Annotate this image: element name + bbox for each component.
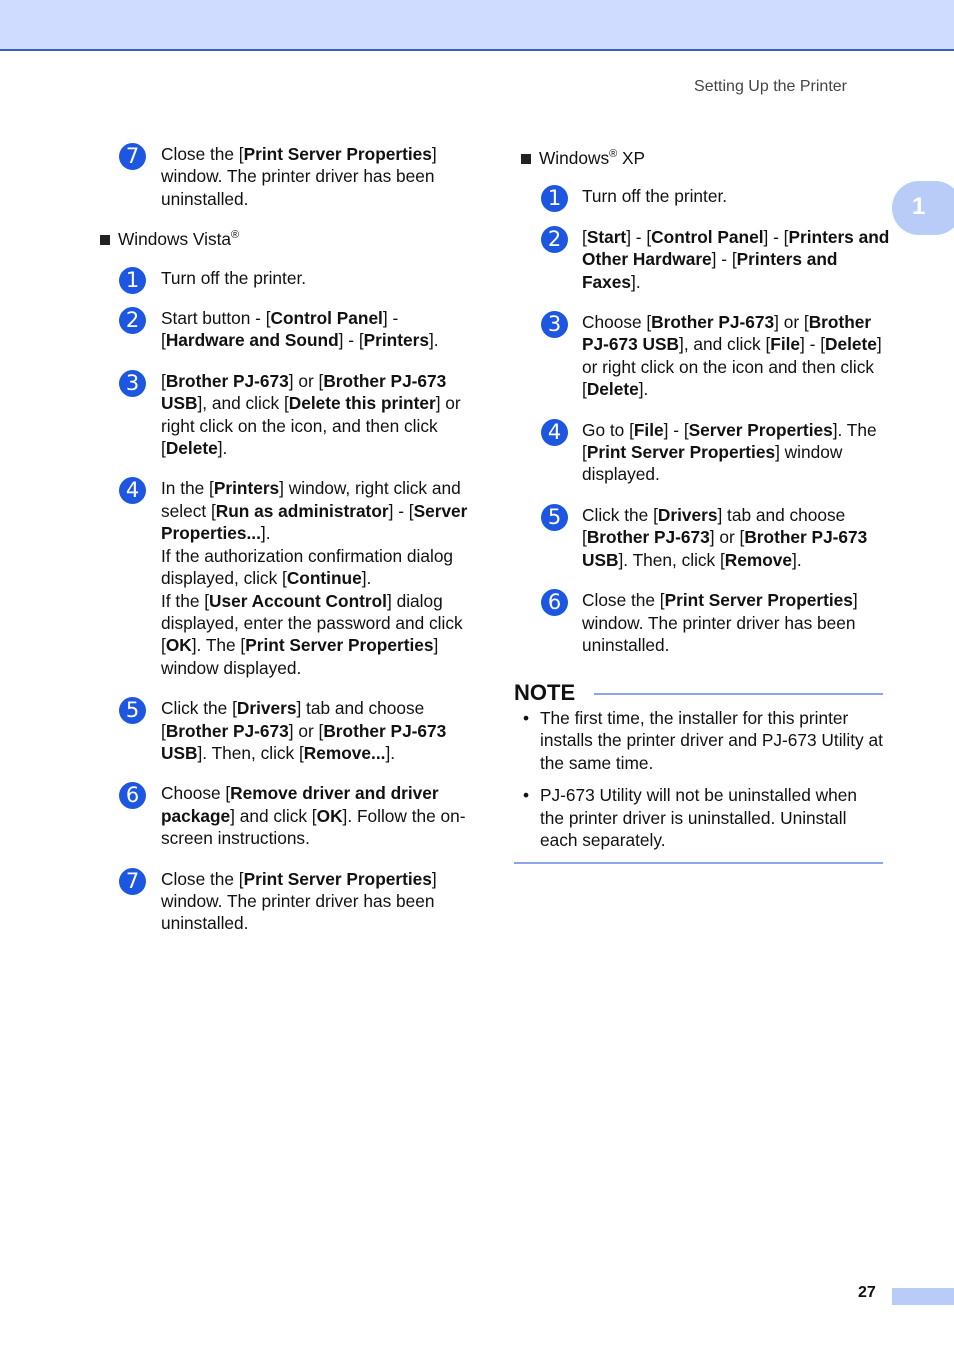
step-2	[99, 307, 469, 352]
step-7-prior	[99, 143, 469, 210]
footer-tab	[892, 1288, 954, 1305]
registered-mark: ®	[231, 229, 240, 242]
square-bullet-icon	[100, 235, 110, 245]
bullet-dot-icon: •	[523, 708, 530, 728]
xp-steps	[520, 185, 890, 656]
note-divider	[594, 693, 883, 695]
step-1	[520, 185, 890, 211]
step-5	[99, 697, 469, 764]
step-text: Click the [Drivers] tab and choose [Brother PJ-673] or [Brother PJ-673 USB]. Then, click [Remove].	[582, 504, 868, 570]
note-list	[514, 707, 883, 861]
step-6	[99, 782, 469, 849]
step-text: Start button - [Control Panel] - [Hardware and Sound] - [Printers].	[161, 308, 439, 351]
note-item	[514, 707, 883, 774]
step-4	[99, 477, 469, 679]
top-header-bar	[0, 0, 954, 51]
heading-text: Windows	[539, 148, 610, 168]
heading-suffix: XP	[617, 148, 646, 168]
left-column	[99, 143, 469, 953]
chapter-number: 1	[912, 193, 926, 220]
step-number-badge: 5	[119, 697, 146, 724]
windows-xp-heading	[520, 147, 890, 169]
step-text: In the [Printers] window, right click and select [Run as administrator] - [Server Properties...]. If the authorization confirmation dialog displayed, click [Continue]. If the [User Account Control] dialog displayed, enter the password and click [OK]. The [Print Server Properties] window displayed.	[161, 478, 468, 678]
step-text: Close the [Print Server Properties] window. The printer driver has been uninstalled.	[161, 868, 437, 934]
step-number-badge: 6	[119, 782, 146, 809]
step-number-badge: 1	[541, 185, 568, 212]
step-number-badge: 1	[119, 267, 146, 294]
step-3	[520, 311, 890, 401]
chapter-tab	[892, 181, 954, 235]
vista-steps	[99, 267, 469, 935]
windows-vista-heading	[99, 228, 469, 250]
running-header: Setting Up the Printer	[694, 78, 847, 95]
step-number-badge: 2	[541, 226, 568, 253]
registered-mark: ®	[609, 148, 618, 161]
step-text: [Start] - [Control Panel] - [Printers and Other Hardware] - [Printers and Faxes].	[582, 226, 890, 292]
right-column	[520, 147, 890, 674]
note-item	[514, 784, 883, 851]
step-text: Choose [Remove driver and driver package] and click [OK]. Follow the on-screen instructions.	[161, 783, 466, 849]
note-text: PJ-673 Utility will not be uninstalled when the printer driver is uninstalled. Uninstall each separately.	[540, 785, 857, 851]
step-6	[520, 589, 890, 656]
step-number-badge: 3	[541, 311, 568, 338]
step-number-badge: 2	[119, 307, 146, 334]
note-text: The first time, the installer for this printer installs the printer driver and PJ-673 Utility at the same time.	[540, 708, 883, 773]
note-box	[514, 680, 883, 864]
step-7	[99, 868, 469, 935]
page-number: 27	[858, 1284, 876, 1301]
step-4	[520, 419, 890, 486]
step-3	[99, 370, 469, 460]
step-text: Turn off the printer.	[582, 186, 728, 207]
step-number-badge: 3	[119, 370, 146, 397]
step-2	[520, 226, 890, 293]
square-bullet-icon	[521, 154, 531, 164]
step-text: Close the [Print Server Properties] window. The printer driver has been uninstalled.	[582, 590, 858, 655]
step-number-badge: 7	[119, 868, 146, 895]
bullet-dot-icon: •	[523, 785, 530, 806]
step-text: Close the [Print Server Properties] window. The printer driver has been uninstalled.	[161, 144, 437, 209]
step-text: Choose [Brother PJ-673] or [Brother PJ-673 USB], and click [File] - [Delete] or right click on the icon and then click [Delete].	[582, 312, 882, 400]
step-number-badge: 6	[541, 589, 568, 616]
step-number-badge: 7	[119, 143, 146, 170]
note-title: NOTE	[514, 680, 576, 705]
step-number-badge: 4	[119, 477, 146, 504]
step-1	[99, 267, 469, 292]
step-number-badge: 4	[541, 419, 568, 446]
step-text: Go to [File] - [Server Properties]. The [Print Server Properties] window displayed.	[582, 419, 877, 485]
step-text: Click the [Drivers] tab and choose [Brother PJ-673] or [Brother PJ-673 USB]. Then, click [Remove...].	[161, 698, 447, 763]
step-5	[520, 504, 890, 571]
step-text: [Brother PJ-673] or [Brother PJ-673 USB], and click [Delete this printer] or right click on the icon, and then click [Delete].	[161, 370, 461, 459]
heading-text: Windows Vista	[118, 229, 232, 250]
step-number-badge: 5	[541, 504, 568, 531]
step-text: Turn off the printer.	[161, 267, 307, 288]
